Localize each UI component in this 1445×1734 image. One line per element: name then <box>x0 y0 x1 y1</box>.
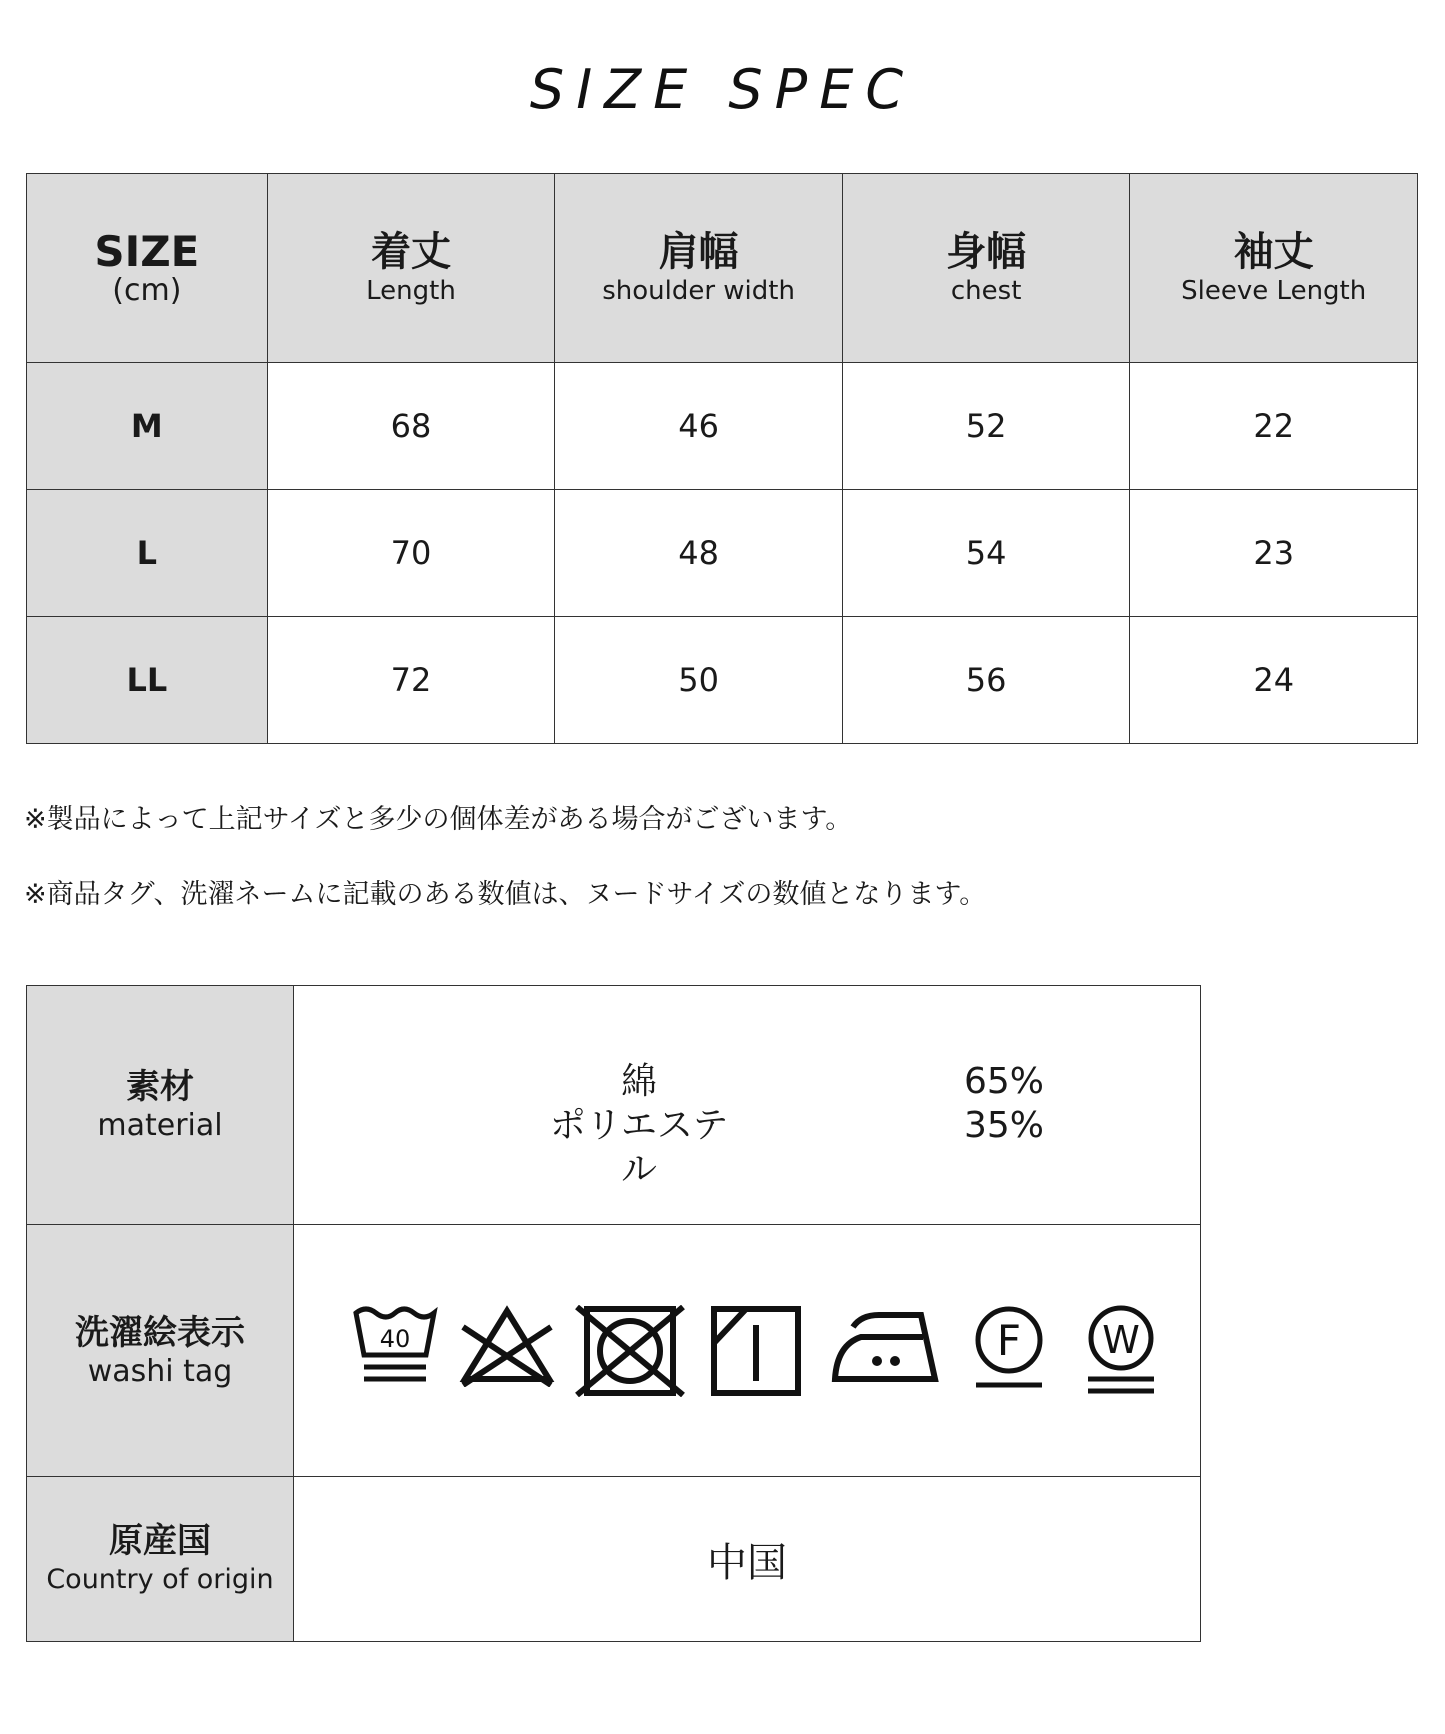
page-title: SIZE SPEC <box>529 58 916 121</box>
table-cell: 48 <box>555 490 843 617</box>
table-cell: 56 <box>842 617 1130 744</box>
dry-clean-f-icon <box>972 1305 1046 1391</box>
wash-row <box>27 1225 1201 1477</box>
material-value-cell <box>294 986 1201 1225</box>
origin-value: 中国 <box>294 1477 1201 1642</box>
table-row <box>27 363 1418 490</box>
size-spec-table <box>26 173 1418 744</box>
wash-label-en: washi tag <box>87 1353 233 1389</box>
origin-label-cell <box>27 1477 294 1642</box>
table-cell: 70 <box>267 490 555 617</box>
wash-label-jp: 洗濯絵表示 <box>75 1312 245 1353</box>
column-header-sleeve-length <box>1130 174 1418 363</box>
column-header-en: shoulder width <box>602 276 795 306</box>
material-name: 綿 <box>620 1061 657 1102</box>
table-cell: 68 <box>267 363 555 490</box>
table-cell: 52 <box>842 363 1130 490</box>
material-label-cell <box>27 986 294 1225</box>
origin-row <box>27 1477 1201 1642</box>
column-header-jp: 肩幅 <box>658 229 739 275</box>
table-cell: 24 <box>1130 617 1418 744</box>
origin-label-jp: 原産国 <box>109 1521 211 1561</box>
column-header-jp: 身幅 <box>946 229 1027 275</box>
note-nude-size: ※商品タグ、洗濯ネームに記載のある数値は、ヌードサイズの数値となります。 <box>24 879 987 910</box>
material-percent: 35% <box>964 1105 1045 1146</box>
column-header-shoulder-width <box>555 174 843 363</box>
no-tumble-dry-icon <box>575 1305 685 1397</box>
table-row <box>27 617 1418 744</box>
table-row <box>27 490 1418 617</box>
origin-label-en: Country of origin <box>46 1564 274 1595</box>
material-percent: 65% <box>964 1061 1045 1102</box>
table-cell: 72 <box>267 617 555 744</box>
note-size-variance: ※製品によって上記サイズと多少の個体差がある場合がございます。 <box>24 804 853 835</box>
table-cell: 46 <box>555 363 843 490</box>
column-header-en: chest <box>950 276 1022 306</box>
column-header-en: Length <box>366 276 456 306</box>
wash-40-gentle-icon <box>352 1305 438 1387</box>
dry-clean-letter: F <box>996 1316 1022 1365</box>
no-bleach-icon <box>457 1305 557 1387</box>
size-header-cell <box>27 174 268 363</box>
size-header-unit: (cm) <box>112 273 182 308</box>
wash-label-cell <box>27 1225 294 1477</box>
table-cell: 54 <box>842 490 1130 617</box>
row-size-label: LL <box>27 617 268 744</box>
wash-temp-label: 40 <box>379 1325 411 1353</box>
column-header-en: Sleeve Length <box>1181 276 1367 306</box>
table-cell: 22 <box>1130 363 1418 490</box>
wet-clean-letter: W <box>1102 1318 1140 1362</box>
row-size-label: L <box>27 490 268 617</box>
material-percents <box>964 1060 1044 1148</box>
drip-dry-shade-icon <box>710 1305 802 1397</box>
row-size-label: M <box>27 363 268 490</box>
iron-medium-icon <box>831 1305 941 1387</box>
material-name: ポリエステル <box>549 1105 729 1190</box>
wet-clean-w-icon <box>1084 1305 1158 1397</box>
column-header-jp: 着丈 <box>370 229 451 275</box>
material-names <box>534 1060 744 1192</box>
material-label-en: material <box>97 1108 223 1143</box>
product-info-table <box>26 985 1201 1642</box>
table-cell: 23 <box>1130 490 1418 617</box>
table-cell: 50 <box>555 617 843 744</box>
size-header-label: SIZE <box>94 227 200 276</box>
material-row <box>27 986 1201 1225</box>
column-header-jp: 袖丈 <box>1233 229 1314 275</box>
column-header-chest <box>842 174 1130 363</box>
column-header-length <box>267 174 555 363</box>
table-header-row <box>27 174 1418 363</box>
material-label-jp: 素材 <box>126 1067 194 1107</box>
wash-symbols-cell <box>294 1225 1201 1477</box>
